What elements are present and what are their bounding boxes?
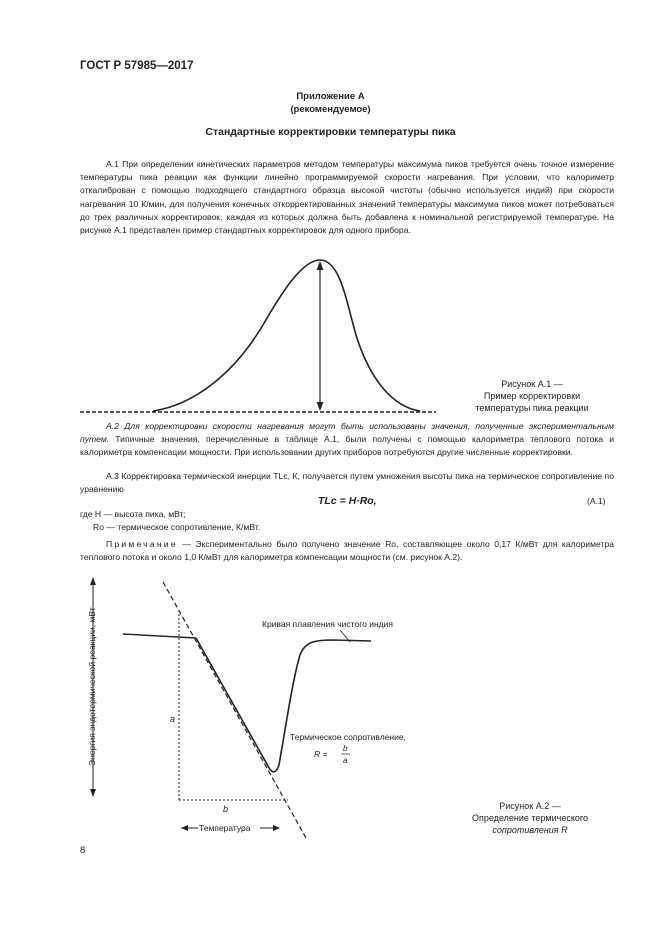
fraction-numerator: b xyxy=(343,744,348,753)
formula-a1: TLc = H·Ro, xyxy=(318,495,377,507)
figure-a1-caption: Рисунок А.1 — Пример корректировки температуры пика реакции xyxy=(475,379,589,413)
arrow-up-icon xyxy=(317,261,324,270)
fraction-denominator: a xyxy=(343,756,348,765)
resistance-formula-lhs: R = xyxy=(314,749,328,759)
figure-a2-chart xyxy=(78,570,428,842)
label-b: b xyxy=(223,804,229,814)
paragraph-a1: А.1 При определении кинетических параметров методом температуры максимума пиков требуется очень точное измерение температуры пика реакции как функции линейно программируемой скорости нагревания. При условии, что калориметр откалиброван с помощью подходящего стандартного образца высокой чистоты (обычно используется индий) при скорости нагревания 10 К/мин, для получения конечных откорректированных значений температуры максимума пиков может потребоваться до трех различных корректировок, каждая из которых должна быть добавлена к номинальной регистрируемой температуре. На рисунке А.1 представлен пример стандартных корректировок для одного прибора. xyxy=(80,159,614,236)
where-line-1: где H — высота пика, мВт; xyxy=(80,509,186,519)
resistance-label: Термическое сопротивление, xyxy=(290,732,406,742)
peak-curve xyxy=(153,260,420,411)
figure-a2-caption: Рисунок А.2 — Определение термического сопротивления R xyxy=(472,801,588,835)
paragraph-a3: А.3 Корректировка термической инерции TLc, К, получается путем умножения высоты пика на термическое сопротивление по уравнению xyxy=(80,471,614,495)
appendix-title: Приложение А xyxy=(296,91,365,102)
curve-label: Кривая плавления чистого индия xyxy=(262,619,393,629)
note-paragraph: Примечание — Экспериментально было получено значение Ro, составляющее около 0,17 К/мВт для калориметра теплового потока и около 1,0 К/мВт для калориметра компенсации мощности (см. рисунок А.2). xyxy=(80,539,614,563)
document-header: ГОСТ Р 57985—2017 xyxy=(80,60,194,72)
arrow-down-icon xyxy=(90,789,96,797)
appendix-subtitle: (рекомендуемое) xyxy=(290,104,371,115)
arrow-up-icon xyxy=(90,577,96,585)
paragraph-a2: А.2 Для корректировки скорости нагревания могут быть использованы значения, полученные экспериментальным путем. Типичные значения, перечисленные в таблице А.1, были получены с помощью калориметра теплового потока и калориметра компенсации мощности. При использовании других приборов потребуются другие численные корректировки. xyxy=(80,421,614,458)
arrow-right-icon xyxy=(273,825,280,831)
section-title: Стандартные корректировки температуры пика xyxy=(205,126,456,138)
arrow-down-icon xyxy=(317,402,324,411)
arrow-left-icon xyxy=(181,825,188,831)
leading-baseline xyxy=(123,634,196,638)
label-a: a xyxy=(170,714,176,724)
where-line-2: Ro — термическое сопротивление, К/мВт. xyxy=(93,522,261,532)
figure-a1-peak-chart xyxy=(78,255,438,415)
page-number: 8 xyxy=(80,845,86,856)
formula-number: (А.1) xyxy=(587,496,606,506)
y-axis-label: Энергия эндотермической реакции, мВт xyxy=(87,607,97,766)
x-axis-label: Температура xyxy=(199,823,251,833)
